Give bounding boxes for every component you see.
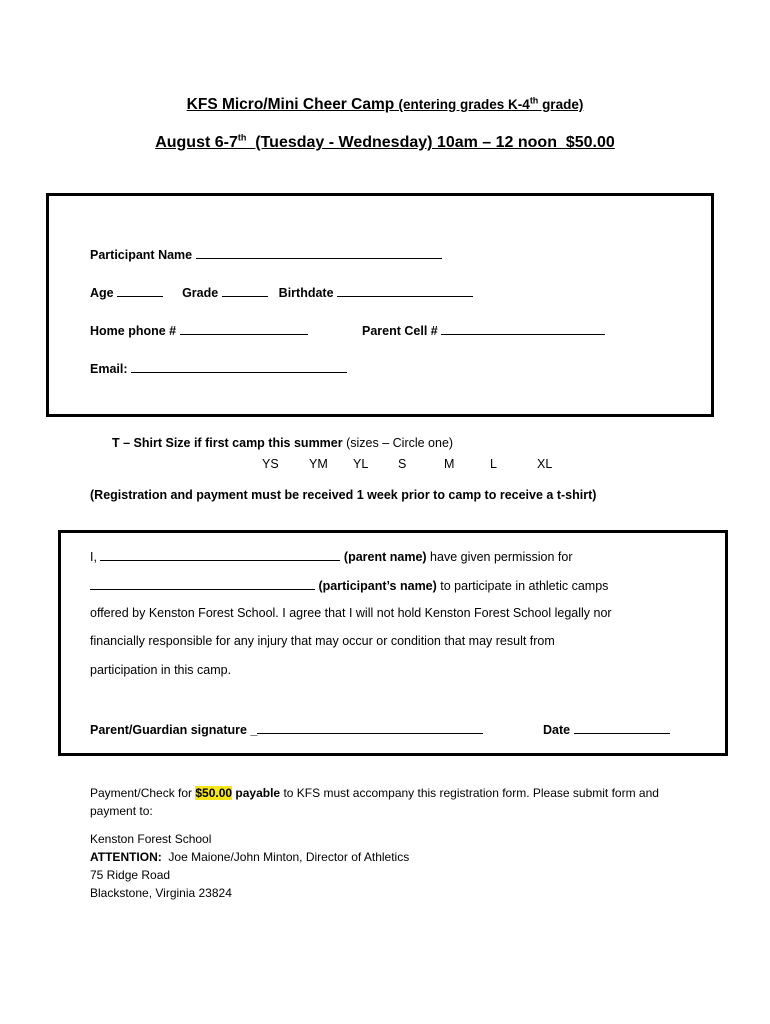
parent-cell-label: Parent Cell # — [362, 324, 438, 338]
permission-line-2-text: to participate in athletic camps — [436, 579, 609, 593]
address-school: Kenston Forest School — [90, 832, 212, 846]
permission-line-2 — [90, 578, 608, 593]
birthdate-label: Birthdate — [278, 286, 334, 300]
payment-instructions — [90, 784, 690, 820]
size-option-ym[interactable]: YM — [309, 457, 328, 471]
date-row — [543, 722, 670, 737]
size-option-xl[interactable]: XL — [537, 457, 553, 471]
title-grades — [399, 97, 584, 112]
address-city: Blackstone, Virginia 23824 — [90, 886, 232, 900]
size-option-s[interactable]: S — [398, 457, 407, 471]
parent-cell-row — [362, 323, 605, 338]
email-label: Email: — [90, 362, 128, 376]
title-grades-text: (entering grades K-4 — [398, 97, 530, 112]
home-phone-row — [90, 323, 308, 338]
address-attention — [90, 848, 409, 866]
size-option-m[interactable]: M — [444, 457, 455, 471]
participant-name-row — [90, 247, 442, 262]
parent-name-field[interactable] — [100, 549, 340, 561]
payment-amount: $50.00 — [195, 786, 233, 800]
camp-date-line — [0, 134, 770, 152]
title-grades-sup: th — [529, 95, 539, 106]
participant-name-field[interactable] — [196, 247, 442, 259]
size-option-yl[interactable]: YL — [353, 457, 369, 471]
permission-i: I, — [90, 550, 97, 564]
grade-label: Grade — [182, 286, 219, 300]
title-grades-end: grade) — [538, 97, 584, 112]
date-field[interactable] — [574, 722, 670, 734]
home-phone-field[interactable] — [180, 323, 308, 335]
birthdate-field[interactable] — [337, 285, 473, 297]
participant-name-consent-field[interactable] — [90, 578, 315, 590]
payment-post: to KFS must accompany this registration form. Please submit form and payment to: — [90, 786, 659, 818]
date-post: (Tuesday - Wednesday) 10am – 12 noon $50.00 — [246, 134, 615, 151]
age-label: Age — [90, 286, 114, 300]
permission-line-1 — [90, 549, 572, 564]
mailing-address — [90, 830, 409, 902]
parent-name-caption: (parent name) — [343, 550, 427, 564]
registration-note: (Registration and payment must be received 1 week prior to camp to receive a t-shirt) — [90, 488, 597, 502]
date-pre: August 6-7 — [155, 134, 238, 151]
email-row — [90, 361, 347, 376]
email-field[interactable] — [131, 361, 347, 373]
age-grade-row — [90, 285, 473, 300]
permission-line-3: offered by Kenston Forest School. I agree that I will not hold Kenston Forest School legally nor — [90, 606, 612, 620]
parent-cell-field[interactable] — [441, 323, 605, 335]
address-street: 75 Ridge Road — [90, 868, 171, 882]
payment-payable: payable — [232, 786, 281, 800]
signature-label: Parent/Guardian signature _ — [90, 723, 258, 737]
attention-value: Joe Maione/John Minton, Director of Athletics — [161, 850, 410, 864]
tshirt-instructions: (sizes – Circle one) — [342, 436, 454, 450]
payment-pre: Payment/Check for — [90, 786, 196, 800]
page-title — [0, 96, 770, 114]
home-phone-label: Home phone # — [90, 324, 177, 338]
tshirt-label: T – Shirt Size if first camp this summer — [112, 436, 343, 450]
permission-line-4: financially responsible for any injury that may occur or condition that may result from — [90, 634, 555, 648]
date-sup: th — [237, 132, 247, 143]
tshirt-size-heading — [112, 436, 453, 450]
age-field[interactable] — [117, 285, 163, 297]
title-main: KFS Micro/Mini Cheer Camp — [186, 96, 395, 113]
participant-info-box — [46, 193, 714, 417]
signature-field[interactable] — [257, 722, 483, 734]
participant-name-label: Participant Name — [90, 248, 193, 262]
permission-line-1-text: have given permission for — [426, 550, 573, 564]
signature-row — [90, 722, 483, 737]
permission-line-5: participation in this camp. — [90, 663, 232, 677]
size-option-l[interactable]: L — [490, 457, 497, 471]
date-label: Date — [543, 723, 571, 737]
size-option-ys[interactable]: YS — [262, 457, 279, 471]
grade-field[interactable] — [222, 285, 268, 297]
attention-label: ATTENTION: — [90, 850, 162, 864]
participant-name-caption: (participant’s name) — [318, 579, 437, 593]
